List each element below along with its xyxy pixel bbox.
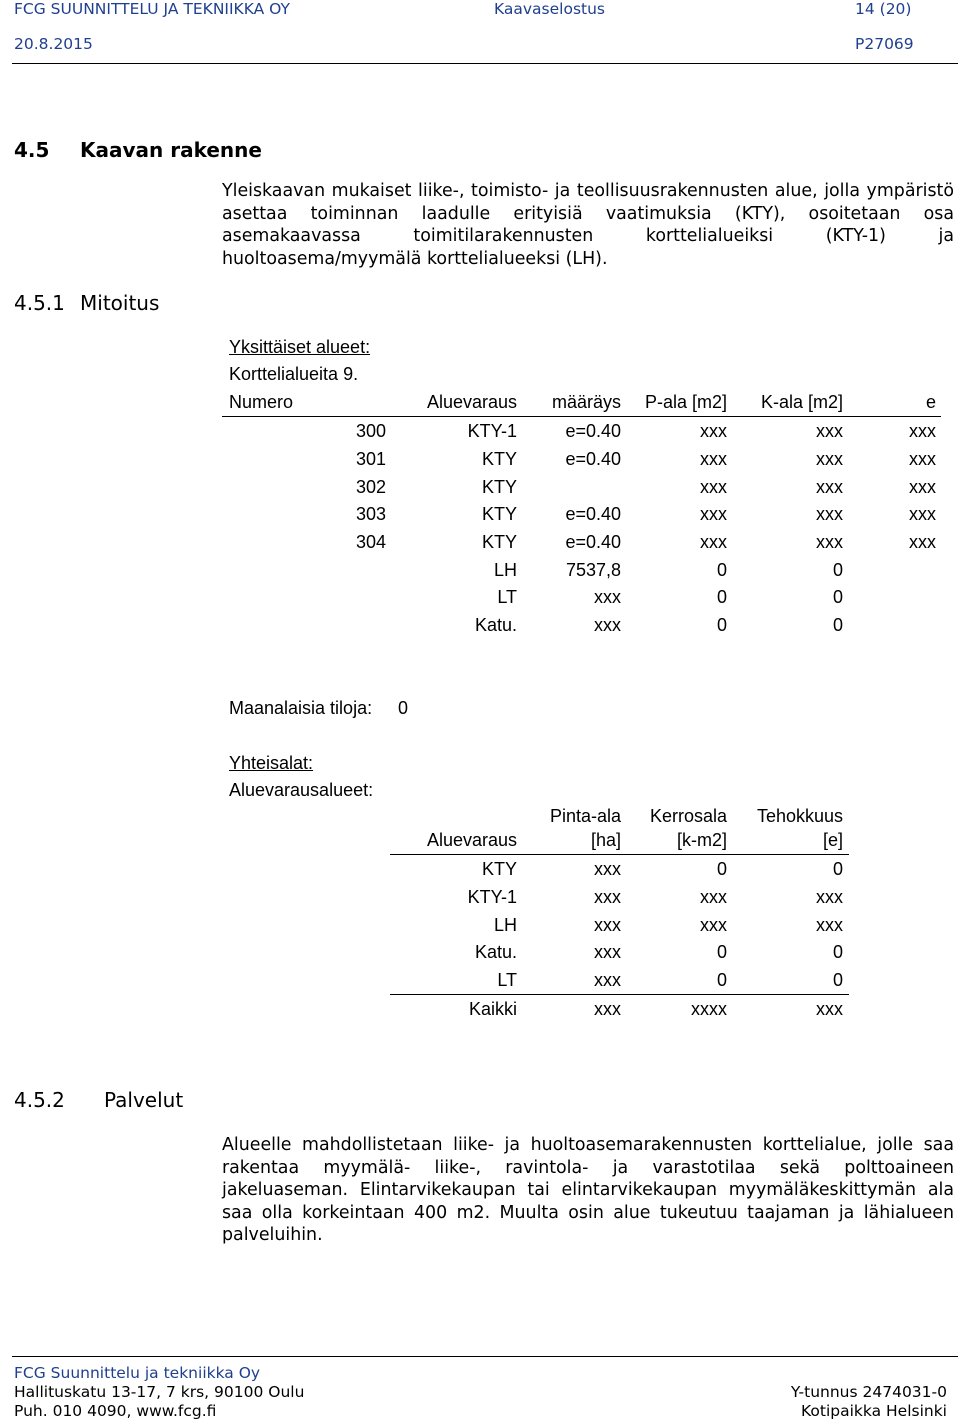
block-count: Korttelialueita 9. bbox=[229, 364, 359, 384]
table-cell: KTY bbox=[481, 449, 517, 469]
table-cell: xxx bbox=[594, 859, 621, 879]
header-doc-type: Kaavaselostus bbox=[494, 0, 606, 18]
table-cell: 302 bbox=[355, 477, 386, 497]
footer-divider bbox=[12, 1356, 958, 1357]
table-cell: LT bbox=[497, 970, 517, 990]
table-cell: 7537,8 bbox=[565, 560, 621, 580]
table-cell: 0 bbox=[716, 970, 727, 990]
table-cell: LT bbox=[497, 587, 517, 607]
table-cell: 0 bbox=[832, 859, 843, 879]
table-cell: xxx bbox=[700, 532, 727, 552]
table-cell: e=0.40 bbox=[565, 421, 621, 441]
table-cell: 0 bbox=[716, 560, 727, 580]
col-header-line2: Aluevaraus bbox=[426, 830, 517, 850]
single-areas-heading: Yksittäiset alueet: bbox=[229, 337, 371, 357]
col-header-line2: [e] bbox=[822, 830, 843, 850]
footer-business-id: Y-tunnus 2474031-0 bbox=[790, 1383, 947, 1401]
footer-address: Hallituskatu 13-17, 7 krs, 90100 Oulu bbox=[14, 1383, 305, 1401]
table-cell: 0 bbox=[832, 615, 843, 635]
table-cell: e=0.40 bbox=[565, 449, 621, 469]
table-cell: Katu. bbox=[474, 942, 517, 962]
table-cell: KTY bbox=[481, 504, 517, 524]
header-date: 20.8.2015 bbox=[14, 35, 93, 53]
total-cell: Kaikki bbox=[468, 999, 517, 1019]
table-cell: xxx bbox=[594, 915, 621, 935]
table-cell: KTY bbox=[481, 532, 517, 552]
table-cell: Katu. bbox=[474, 615, 517, 635]
header-page: 14 (20) bbox=[855, 0, 912, 18]
table-cell: 0 bbox=[832, 970, 843, 990]
col-header-line1: Tehokkuus bbox=[756, 806, 843, 826]
col-header-line1: Kerrosala bbox=[649, 806, 727, 826]
table-cell: xxx bbox=[816, 449, 843, 469]
col-header-line2: [k-m2] bbox=[676, 830, 727, 850]
footer-company: FCG Suunnittelu ja tekniikka Oy bbox=[14, 1364, 261, 1382]
underground-label: Maanalaisia tiloja: bbox=[229, 698, 373, 718]
table-cell: 0 bbox=[832, 560, 843, 580]
col-header-line1: Pinta-ala bbox=[549, 806, 621, 826]
col-header-e: e bbox=[925, 392, 936, 412]
table-cell: xxx bbox=[700, 421, 727, 441]
subsection2-title: Palvelut bbox=[104, 1088, 184, 1112]
table-cell: LH bbox=[493, 915, 517, 935]
total-cell: xxxx bbox=[691, 999, 727, 1019]
col-header-numero: Numero bbox=[229, 392, 294, 412]
table-cell: KTY bbox=[481, 477, 517, 497]
table-cell: xxx bbox=[594, 887, 621, 907]
table-cell: xxx bbox=[909, 421, 936, 441]
header-company: FCG SUUNNITTELU JA TEKNIIKKA OY bbox=[14, 0, 290, 18]
table-cell: xxx bbox=[816, 421, 843, 441]
col-header-maarays: määräys bbox=[551, 392, 621, 412]
subsection-number: 4.5.1 bbox=[14, 291, 65, 315]
header-divider bbox=[12, 63, 958, 64]
table-cell: LH bbox=[493, 560, 517, 580]
table-cell: 0 bbox=[716, 859, 727, 879]
table-cell: 0 bbox=[716, 942, 727, 962]
table-cell: KTY-1 bbox=[467, 421, 517, 441]
table-cell: 301 bbox=[355, 449, 386, 469]
table-cell: xxx bbox=[909, 532, 936, 552]
table-cell: 0 bbox=[716, 615, 727, 635]
col-header-aluevaraus: Aluevaraus bbox=[426, 392, 517, 412]
col-header-pala: P-ala [m2] bbox=[644, 392, 727, 412]
table-cell: xxx bbox=[700, 915, 727, 935]
total-cell: xxx bbox=[594, 999, 621, 1019]
total-cell: xxx bbox=[816, 999, 843, 1019]
col-header-kala: K-ala [m2] bbox=[760, 392, 843, 412]
intro-paragraph: Yleiskaavan mukaiset liike-, toimisto- ja teollisuusrakennusten alue, jolla ympäristö asettaa toiminnan laadulle erityisiä vaatimuksia (KTY), osoitetaan osa asemakaavassa toimitilarakennusten korttelialueiksi (KTY-1) ja huoltoasema/myymälä korttelialueeksi (LH). bbox=[222, 181, 954, 269]
services-paragraph: Alueelle mahdollistetaan liike- ja huoltoasemarakennusten korttelialue, jolle saa rakentaa myymälä- liike-, ravintola- ja varastotilaa sekä polttoaineen jakeluaseman. Elintarvikekaupan tai elintarvikekaupan myymäläkeskittymän ala saa olla korkeintaan 400 m2. Muulta osin alue tukeutuu taajaman ja lähialueen palveluihin. bbox=[222, 1135, 954, 1246]
table-cell: xxx bbox=[594, 942, 621, 962]
table-cell: 0 bbox=[832, 942, 843, 962]
table-cell: 304 bbox=[355, 532, 386, 552]
header-project: P27069 bbox=[855, 35, 914, 53]
table-cell: 0 bbox=[832, 587, 843, 607]
table-cell: xxx bbox=[816, 504, 843, 524]
table-cell: xxx bbox=[909, 449, 936, 469]
table-cell: xxx bbox=[909, 504, 936, 524]
table-cell: xxx bbox=[700, 504, 727, 524]
subsection-title: Mitoitus bbox=[80, 291, 160, 315]
subsection2-number: 4.5.2 bbox=[14, 1088, 65, 1112]
table-cell: xxx bbox=[816, 887, 843, 907]
table-cell: e=0.40 bbox=[565, 532, 621, 552]
table-cell: e=0.40 bbox=[565, 504, 621, 524]
table-cell: 303 bbox=[355, 504, 386, 524]
table-cell: xxx bbox=[594, 615, 621, 635]
table-cell: xxx bbox=[594, 587, 621, 607]
table-cell: xxx bbox=[909, 477, 936, 497]
table-cell: xxx bbox=[816, 477, 843, 497]
footer-phone: Puh. 010 4090, www.fcg.fi bbox=[14, 1402, 217, 1420]
table-header-rule bbox=[222, 416, 941, 417]
common-subheading: Aluevarausalueet: bbox=[229, 780, 374, 800]
table-cell: xxx bbox=[700, 887, 727, 907]
section-title: Kaavan rakenne bbox=[80, 138, 262, 162]
table-cell: KTY-1 bbox=[467, 887, 517, 907]
common-heading: Yhteisalat: bbox=[229, 753, 314, 773]
table-cell: xxx bbox=[700, 477, 727, 497]
table-cell: xxx bbox=[816, 532, 843, 552]
table-cell: xxx bbox=[816, 915, 843, 935]
common-header-rule bbox=[390, 854, 849, 855]
table-cell: 0 bbox=[716, 587, 727, 607]
table-cell: xxx bbox=[594, 970, 621, 990]
footer-domicile: Kotipaikka Helsinki bbox=[801, 1402, 947, 1420]
underground-value: 0 bbox=[398, 698, 409, 718]
section-number: 4.5 bbox=[14, 138, 50, 162]
col-header-line2: [ha] bbox=[590, 830, 621, 850]
common-total-rule bbox=[390, 994, 849, 995]
table-cell: 300 bbox=[355, 421, 386, 441]
table-cell: xxx bbox=[700, 449, 727, 469]
table-cell: KTY bbox=[481, 859, 517, 879]
